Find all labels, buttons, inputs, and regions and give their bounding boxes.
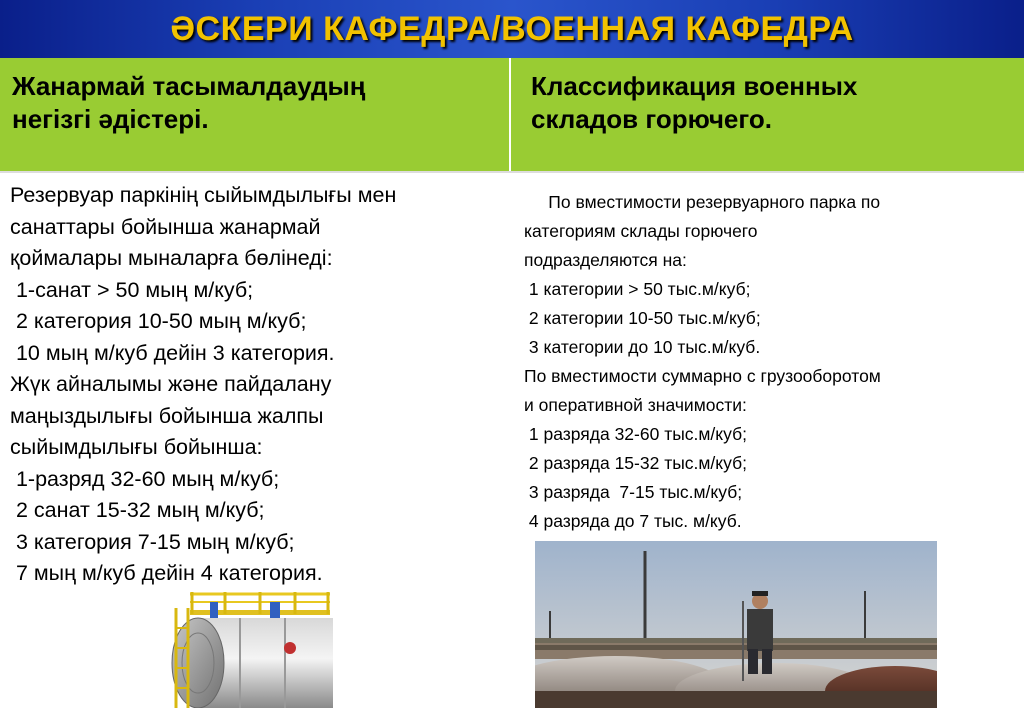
right-body-line: 1 разряда 32-60 тыс.м/куб; (524, 424, 747, 444)
header-cell-kazakh (0, 58, 511, 171)
fuel-depot-photo (535, 541, 937, 708)
right-body-text (524, 188, 1014, 536)
title-bar (0, 0, 1024, 58)
left-body-line: 2 категория 10-50 мың м/куб; (10, 309, 307, 333)
fuel-tank-illustration (170, 588, 336, 708)
right-body-line: категориям склады горючего (524, 221, 758, 241)
header-left-line: Жанармай тасымалдаудың (12, 71, 366, 101)
header-divider (0, 171, 1024, 173)
right-body-line: 3 категории до 10 тыс.м/куб. (524, 337, 761, 357)
right-body-line: 2 разряда 15-32 тыс.м/куб; (524, 453, 747, 473)
slide-title: ӘСКЕРИ КАФЕДРА/ВОЕННАЯ КАФЕДРА (170, 9, 854, 48)
left-body-line: Жүк айналымы және пайдалану (10, 372, 332, 396)
table-header-row (0, 58, 1024, 171)
header-cell-russian (511, 58, 1024, 171)
left-body-line: санаттары бойынша жанармай (10, 214, 321, 239)
right-body-line: По вместимости резервуарного парка по (524, 192, 881, 212)
left-body-line: сыйымдылығы бойынша: (10, 435, 263, 459)
left-body-text (10, 180, 510, 590)
left-body-line: маңыздылығы бойынша жалпы (10, 403, 324, 428)
header-left-line: негізгі әдістері. (12, 104, 209, 134)
right-body-line: По вместимости суммарно с грузооборотом (524, 366, 881, 386)
left-body-line: қоймалары мыналарға бөлінеді: (10, 246, 333, 270)
left-body-line: 3 категория 7-15 мың м/куб; (10, 529, 295, 554)
header-right-line: Классификация военных (531, 71, 858, 101)
left-body-line: 1-санат > 50 мың м/куб; (10, 277, 254, 302)
left-body-line: 2 санат 15-32 мың м/куб; (10, 498, 265, 522)
right-body-line: и оперативной значимости: (524, 395, 747, 415)
right-body-line: 2 категории 10-50 тыс.м/куб; (524, 308, 761, 328)
left-body-line: 10 мың м/куб дейін 3 категория. (10, 340, 335, 365)
right-body-line: 3 разряда 7-15 тыс.м/куб; (524, 482, 743, 502)
right-body-line: 1 категории > 50 тыс.м/куб; (524, 279, 751, 299)
left-body-line: Резервуар паркінің сыйымдылығы мен (10, 183, 397, 207)
left-body-line: 1-разряд 32-60 мың м/куб; (10, 466, 280, 491)
header-right-line: складов горючего. (531, 104, 772, 134)
left-body-line: 7 мың м/куб дейін 4 категория. (10, 561, 323, 585)
right-body-line: подразделяются на: (524, 250, 687, 270)
right-body-line: 4 разряда до 7 тыс. м/куб. (524, 511, 742, 531)
